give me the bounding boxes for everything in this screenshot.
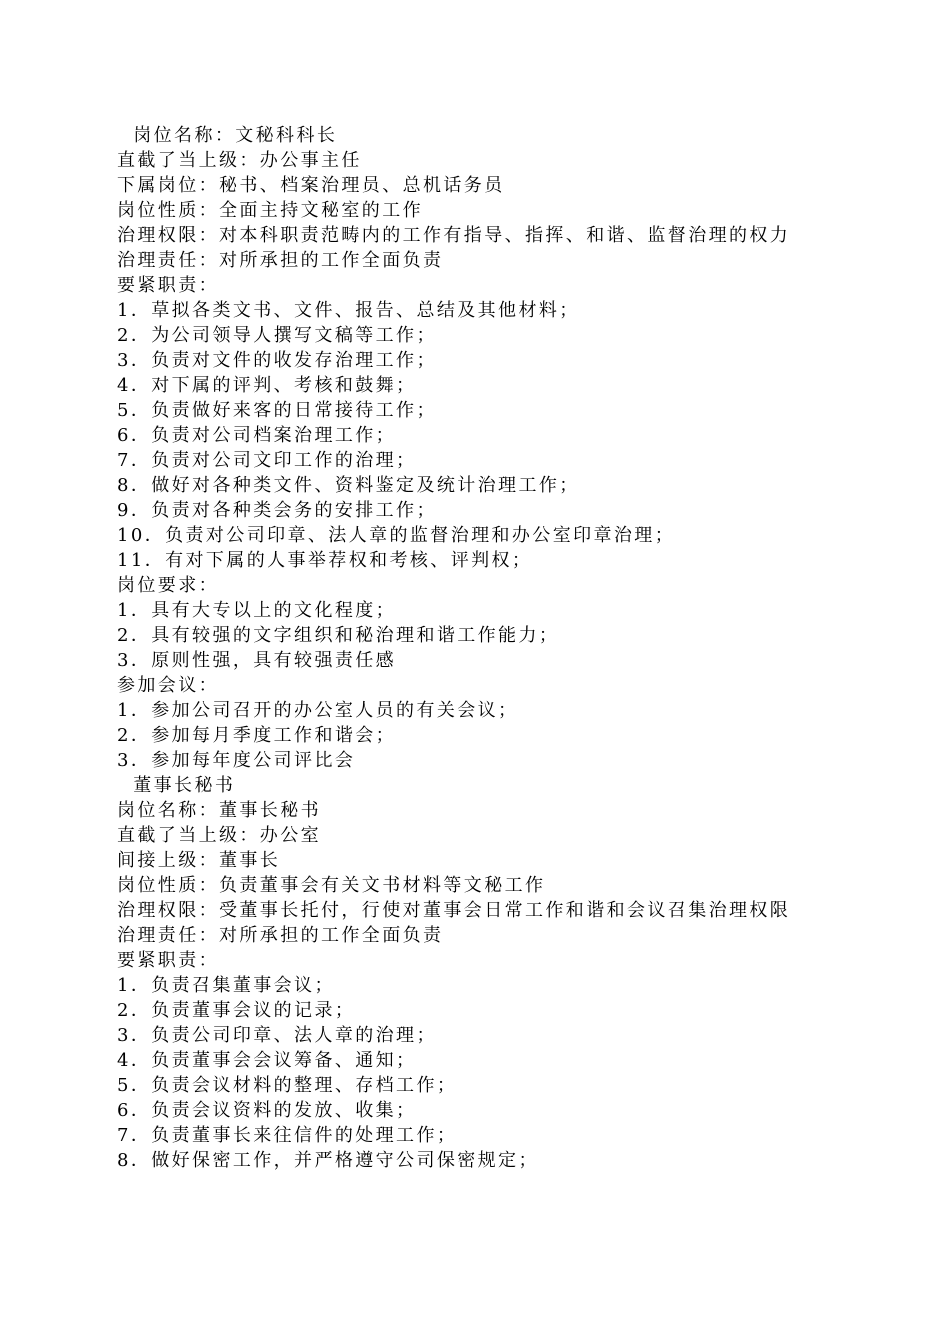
duty-item: 10．负责对公司印章、法人章的监督治理和办公室印章治理；	[117, 525, 676, 546]
direct-superior: 直截了当上级：办公事主任	[117, 150, 362, 171]
duty-item: 4．对下属的评判、考核和鼓舞；	[117, 375, 417, 396]
meeting-item: 1．参加公司召开的办公室人员的有关会议；	[117, 700, 519, 721]
duty-item: 6．负责对公司档案治理工作；	[117, 425, 397, 446]
management-authority: 治理权限：受董事长托付，行使对董事会日常工作和谐和会议召集治理权限	[117, 900, 791, 921]
duty-item: 5．负责会议材料的整理、存档工作；	[117, 1075, 458, 1096]
requirement-item: 1．具有大专以上的文化程度；	[117, 600, 397, 621]
direct-superior: 直截了当上级：办公室	[117, 825, 321, 846]
duty-item: 6．负责会议资料的发放、收集；	[117, 1100, 417, 1121]
meeting-item: 3．参加每年度公司评比会	[117, 750, 356, 771]
duty-item: 7．负责董事长来往信件的处理工作；	[117, 1125, 458, 1146]
duty-item: 7．负责对公司文印工作的治理；	[117, 450, 417, 471]
position-name: 岗位名称：董事长秘书	[117, 800, 321, 821]
position-nature: 岗位性质：全面主持文秘室的工作	[117, 200, 423, 221]
requirement-item: 2．具有较强的文字组织和秘治理和谐工作能力；	[117, 625, 560, 646]
duty-item: 3．负责公司印章、法人章的治理；	[117, 1025, 437, 1046]
duty-item: 2．负责董事会议的记录；	[117, 1000, 356, 1021]
requirement-item: 3．原则性强，具有较强责任感	[117, 650, 397, 671]
section-title-secretary-chief: 岗位名称：文秘科科长	[117, 125, 338, 146]
main-duties-heading: 要紧职责：	[117, 275, 219, 296]
duty-item: 3．负责对文件的收发存治理工作；	[117, 350, 437, 371]
management-responsibility: 治理责任：对所承担的工作全面负责	[117, 925, 444, 946]
management-authority: 治理权限：对本科职责范畴内的工作有指导、指挥、和谐、监督治理的权力	[117, 225, 791, 246]
meeting-item: 2．参加每月季度工作和谐会；	[117, 725, 397, 746]
meetings-heading: 参加会议：	[117, 675, 219, 696]
duty-item: 8．做好对各种类文件、资料鉴定及统计治理工作；	[117, 475, 580, 496]
position-nature: 岗位性质：负责董事会有关文书材料等文秘工作	[117, 875, 546, 896]
duty-item: 1．草拟各类文书、文件、报告、总结及其他材料；	[117, 300, 580, 321]
subordinate-positions: 下属岗位：秘书、档案治理员、总机话务员	[117, 175, 505, 196]
section-title-chairman-secretary: 董事长秘书	[117, 775, 236, 796]
main-duties-heading: 要紧职责：	[117, 950, 219, 971]
duty-item: 8．做好保密工作，并严格遵守公司保密规定；	[117, 1150, 539, 1171]
duty-item: 2．为公司领导人撰写文稿等工作；	[117, 325, 437, 346]
requirements-heading: 岗位要求：	[117, 575, 219, 596]
duty-item: 5．负责做好来客的日常接待工作；	[117, 400, 437, 421]
duty-item: 4．负责董事会会议筹备、通知；	[117, 1050, 417, 1071]
duty-item: 11．有对下属的人事举荐权和考核、评判权；	[117, 550, 533, 571]
duty-item: 9．负责对各种类会务的安排工作；	[117, 500, 437, 521]
document-page	[117, 123, 832, 1173]
indirect-superior: 间接上级：董事长	[117, 850, 281, 871]
duty-item: 1．负责召集董事会议；	[117, 975, 335, 996]
management-responsibility: 治理责任：对所承担的工作全面负责	[117, 250, 444, 271]
